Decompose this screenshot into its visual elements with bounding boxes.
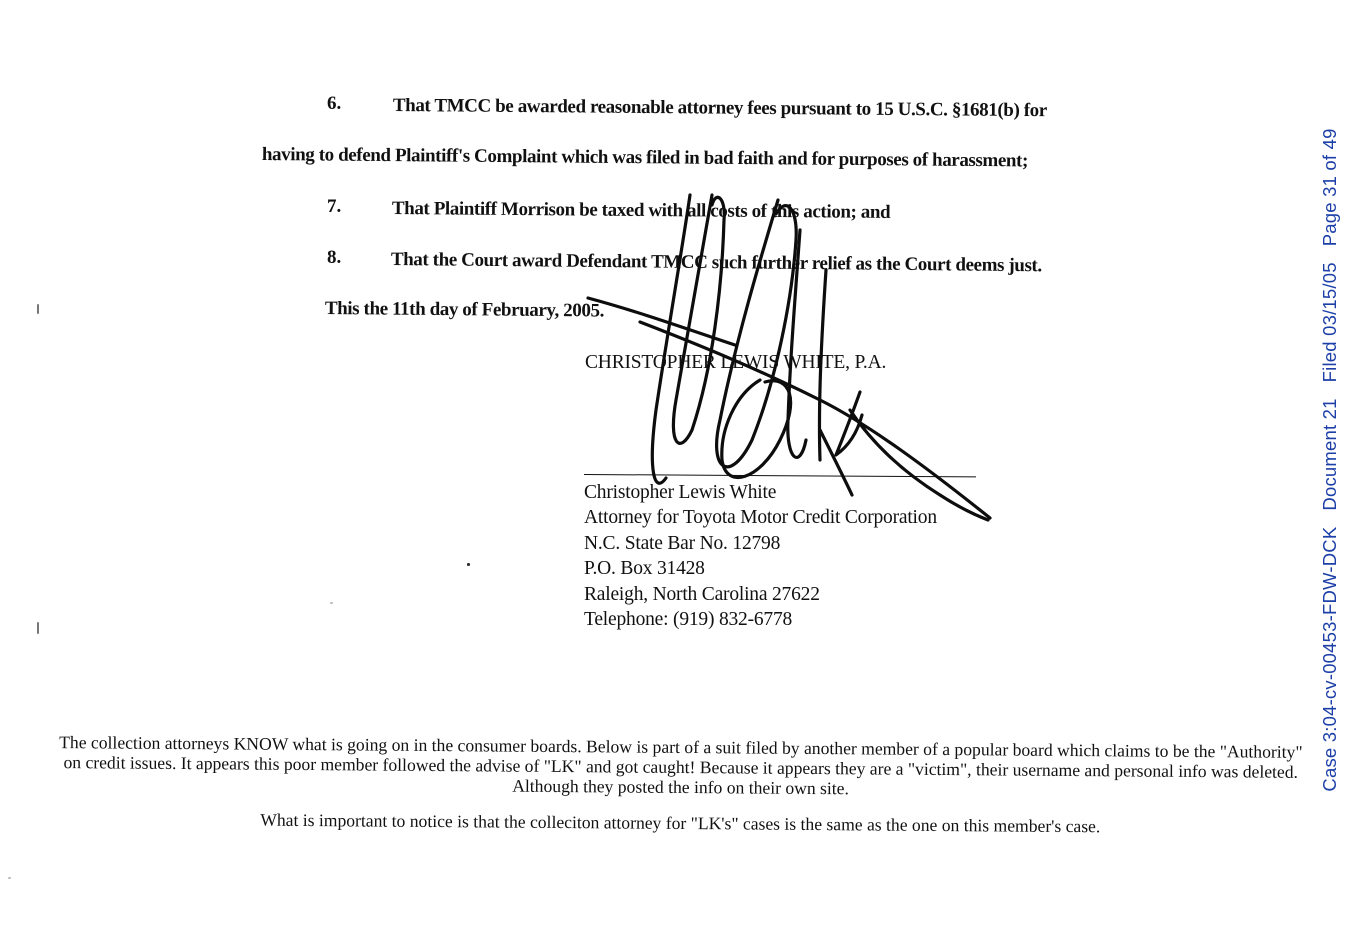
item-6-number: 6. bbox=[327, 93, 342, 114]
po-box: P.O. Box 31428 bbox=[584, 558, 705, 579]
item-7-number: 7. bbox=[327, 196, 342, 217]
date-line: This the 11th day of February, 2005. bbox=[324, 298, 605, 322]
item-8-text: That the Court award Defendant TMCC such further relief as the Court deems just. bbox=[390, 249, 1042, 277]
signature-line bbox=[584, 474, 976, 477]
city-line: Raleigh, North Carolina 27622 bbox=[584, 584, 820, 605]
telephone: Telephone: (919) 832-6778 bbox=[584, 609, 793, 630]
item-6-text: That TMCC be awarded reasonable attorney fees pursuant to 15 U.S.C. §1681(b) for bbox=[392, 95, 1047, 122]
court-filing-stamp: Case 3:04-cv-00453-FDW-DCK Document 21 Filed 03/15/05 Page 31 of 49 bbox=[1319, 128, 1340, 792]
bar-number: N.C. State Bar No. 12798 bbox=[584, 533, 781, 554]
scan-speck bbox=[330, 602, 333, 604]
attorney-title: Attorney for Toyota Motor Credit Corporation bbox=[584, 507, 937, 528]
item-8-number: 8. bbox=[327, 247, 342, 268]
item-6-continuation: having to defend Plaintiff's Complaint which was filed in bad faith and for purposes of harassment; bbox=[261, 144, 1029, 172]
item-7-text: That Plaintiff Morrison be taxed with all costs of this action; and bbox=[391, 198, 891, 223]
scan-speck bbox=[37, 622, 39, 634]
scan-speck bbox=[37, 304, 39, 314]
attorney-name: Christopher Lewis White bbox=[584, 482, 777, 503]
scan-speck bbox=[467, 563, 470, 566]
commentary-paragraph-1: The collection attorneys KNOW what is going on in the consumer boards. Below is part of a suit filed by another member of a popular board which claims to be the "Authority" on credit issues. It appears this poor member followed the advise of "LK" and got caught! Because it appears they are a "victim", their username and personal info was deleted. Although they posted the info on their own site. bbox=[59, 732, 1303, 799]
firm-name: CHRISTOPHER LEWIS WHITE, P.A. bbox=[585, 352, 887, 373]
commentary-paragraph-2: What is important to notice is that the colleciton attorney for "LK's" cases is the same as the one on this member's case. bbox=[260, 809, 1101, 837]
commentary bbox=[49, 732, 1312, 838]
scan-speck bbox=[8, 877, 11, 879]
